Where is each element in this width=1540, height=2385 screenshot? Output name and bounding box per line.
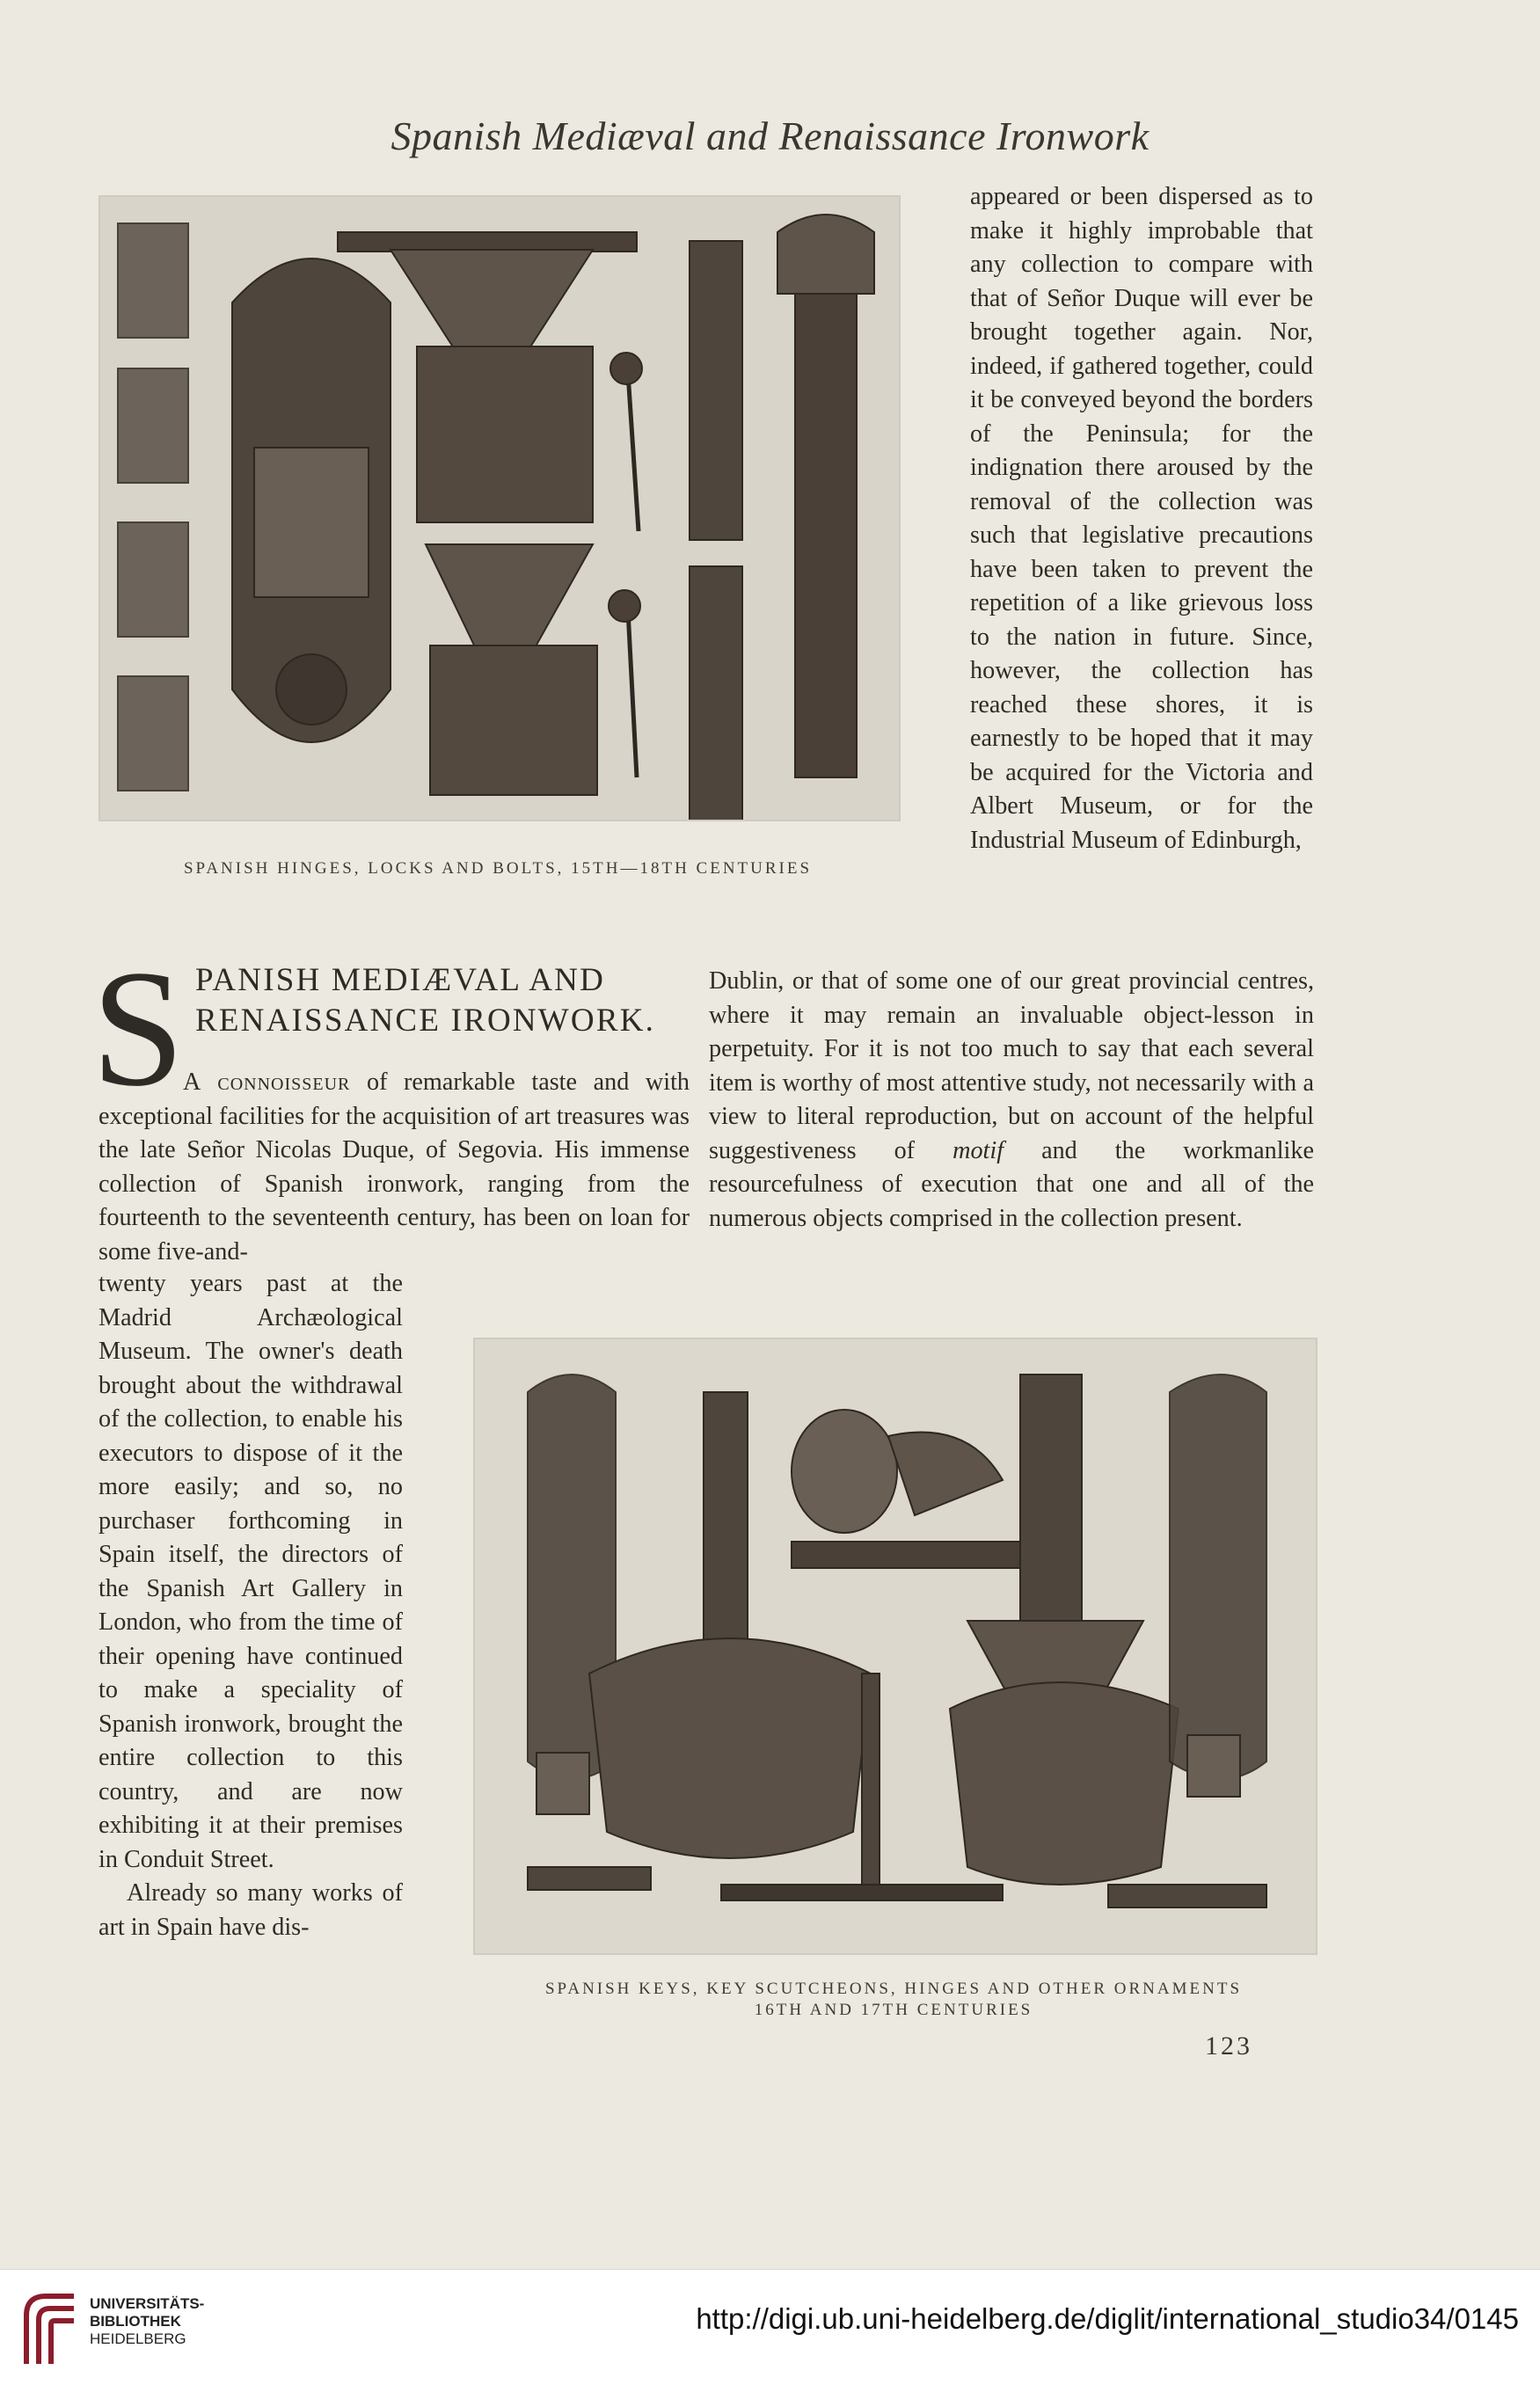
- left-narrow-column: [99, 1267, 403, 1944]
- source-url-link[interactable]: http://digi.ub.uni-heidelberg.de/diglit/international_studio34/0145: [696, 2302, 1519, 2335]
- last-paragraph: Already so many works of art in Spain have dis-: [99, 1879, 403, 1941]
- motif-word: motif: [952, 1136, 1004, 1164]
- figure2-caption-line1: SPANISH KEYS, KEY SCUTCHEONS, HINGES AND OTHER ORNAMENTS: [544, 1980, 1243, 1998]
- left-column-lead: [99, 1066, 690, 1269]
- library-name-line1: UNIVERSITÄTS-: [90, 2295, 205, 2312]
- right-column-top: [970, 180, 1313, 857]
- paragraph-right-bottom: [709, 965, 1314, 1236]
- lead-text: of remarkable taste and with exceptional facilities for the acquisition of art treasures was the late Señor Nicolas Duque, of Segovia. His immense collection of Spanish ironwork, ranging from the fourteenth to the seventeenth century, has been on loan for some five-and-: [99, 1069, 690, 1265]
- ironwork-photo-2: [475, 1339, 1316, 1953]
- narrow-paragraph: twenty years past at the Madrid Archæological Museum. The owner's death brought about the withdrawal of the collection, to enable his executors to dispose of it the more easily; and so, no purchaser forthcoming in Spain itself, the directors of the Spanish Art Gallery in London, who from the time of their opening have continued to make a speciality of Spanish ironwork, brought the entire collection to this country, and are now exhibiting it at their premises in Conduit Street.: [99, 1270, 403, 1873]
- figure-keys-scutcheons: [473, 1338, 1317, 1955]
- lead-paragraph: [99, 1066, 690, 1269]
- figure2-caption: [473, 1979, 1314, 2021]
- paragraph-continued: appeared or been dispersed as to make it highly improbable that any collection to compare with that of Señor Duque will ever be brought together again. Nor, indeed, if gathered together, could it be conveyed beyond the borders of the Peninsula; for the indignation there aroused by the removal of the collection was such that legislative precautions have been taken to prevent the repetition of a like grievous loss to the nation in future. Since, however, the collection has reached these shores, it is earnestly to be hoped that it may be acquired for the Victoria and Albert Museum, or for the Industrial Museum of Edinburgh,: [970, 183, 1313, 854]
- figure1-caption: SPANISH HINGES, LOCKS AND BOLTS, 15TH—18TH CENTURIES: [183, 859, 813, 878]
- lead-smallcaps: A connoisseur: [183, 1069, 351, 1096]
- library-logo-icon: [19, 2289, 81, 2368]
- library-name-line2: BIBLIOTHEK: [90, 2313, 181, 2330]
- ironwork-photo-1: [100, 197, 899, 820]
- figure2-caption-line2: 16TH AND 17TH CENTURIES: [754, 2001, 1033, 2019]
- right-text-a: Dublin, or that of some one of our great provincial centres, where it may remain an invaluable object-lesson in perpetuity. For it is not too much to say that each several item is worthy of most attentive study, not necessarily with a view to literal reproduction, but on account of the helpful suggestiveness of: [709, 967, 1314, 1164]
- page-number: 123: [1205, 2031, 1252, 2060]
- running-head: Spanish Mediæval and Renaissance Ironwork: [390, 113, 1150, 158]
- library-name: [90, 2295, 204, 2348]
- drop-cap: S: [91, 937, 185, 1121]
- figure-hinges-locks-bolts: [99, 195, 901, 821]
- library-name-line3: HEIDELBERG: [90, 2330, 186, 2347]
- article-headline: PANISH MEDIÆVAL AND RENAISSANCE IRONWORK.: [195, 962, 656, 1039]
- right-column-bottom: [709, 965, 1314, 1236]
- right-text-b: and the workmanlike resourcefulness of execution that one and all of the numerous objects comprised in the collection present.: [709, 1136, 1314, 1232]
